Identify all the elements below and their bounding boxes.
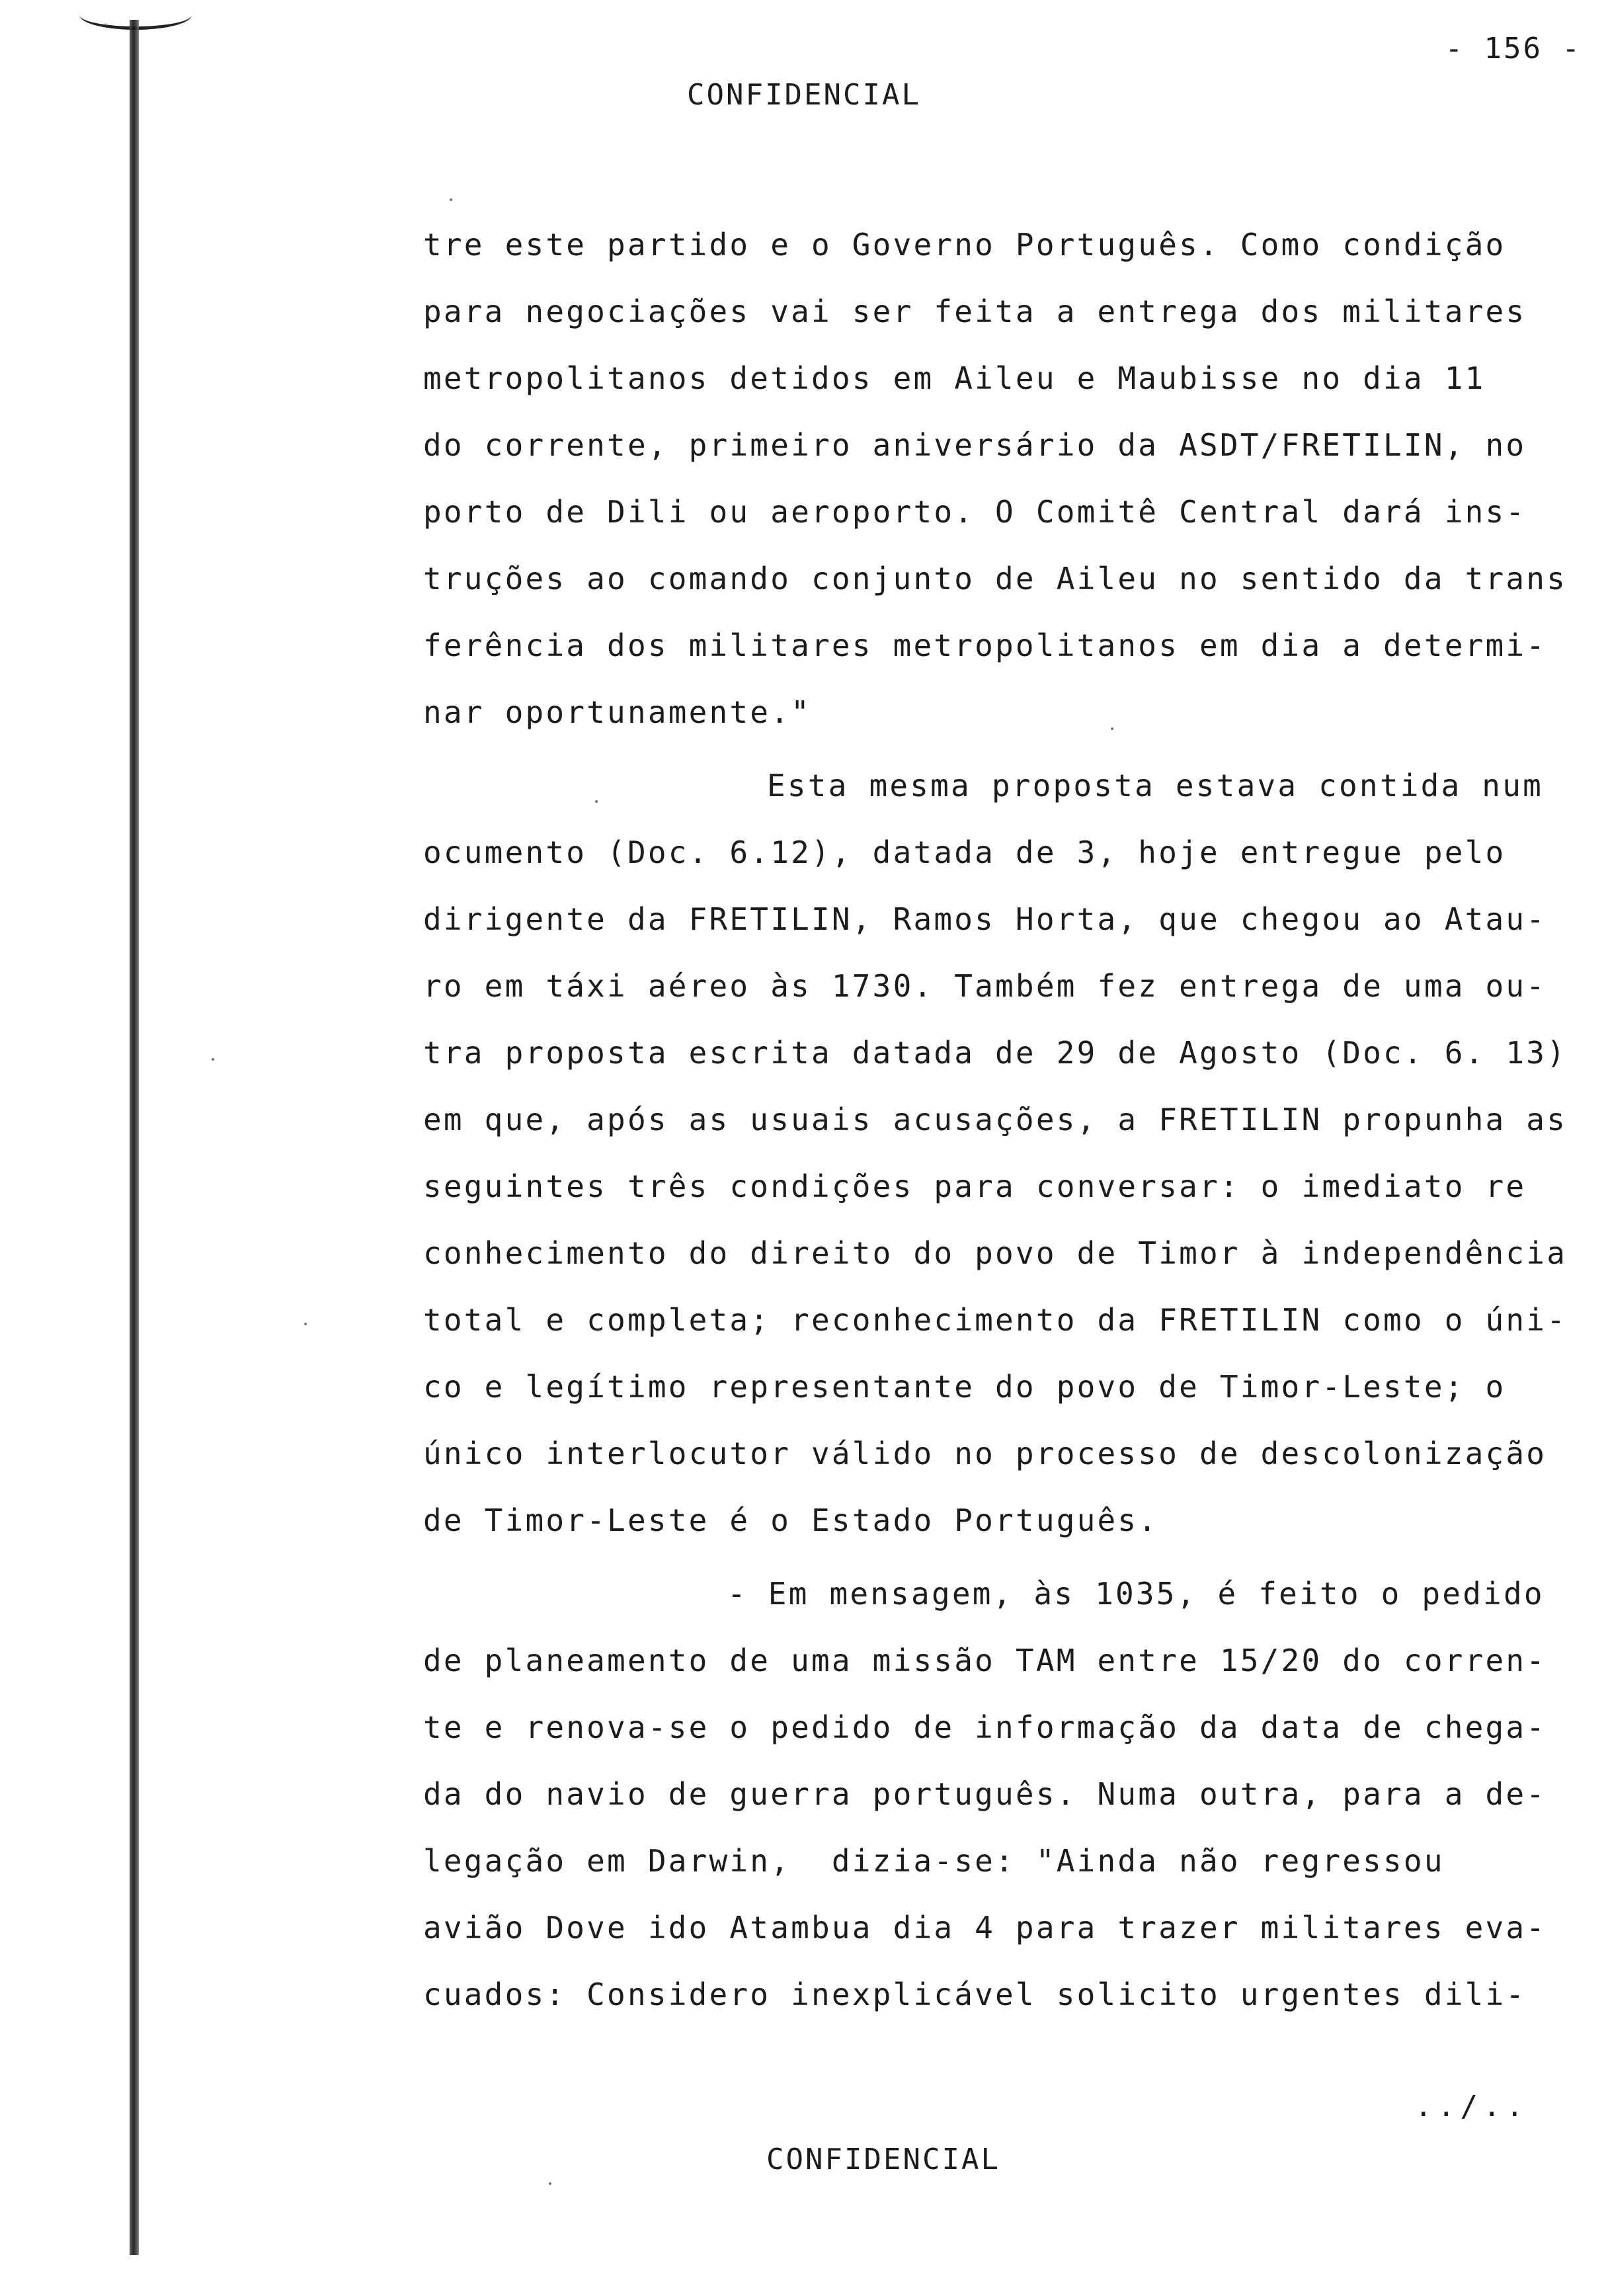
text-line: da do navio de guerra português. Numa outra, para a de- [423, 1776, 1547, 1812]
scan-speck [212, 1058, 214, 1061]
text-line: total e completa; reconhecimento da FRETILIN como o úni- [423, 1302, 1568, 1338]
document-body [423, 212, 1587, 2028]
text-line: te e renova-se o pedido de informação da data de chega- [423, 1709, 1547, 1745]
binding-edge [130, 20, 139, 2255]
scan-speck [549, 2182, 551, 2185]
text-line: do corrente, primeiro aniversário da ASDT/FRETILIN, no [423, 427, 1527, 463]
page-footer: CONFIDENCIAL [766, 2143, 1000, 2176]
text-line: porto de Dili ou aeroporto. O Comitê Central dará ins- [423, 494, 1527, 530]
text-line: ro em táxi aéreo às 1730. Também fez entrega de uma ou- [423, 968, 1547, 1004]
text-line: ocumento (Doc. 6.12), datada de 3, hoje entregue pelo [423, 835, 1506, 870]
page-number: - 156 - [1445, 32, 1582, 65]
text-line: conhecimento do direito do povo de Timor à independência [423, 1235, 1568, 1271]
text-line: tre este partido e o Governo Português. Como condição [423, 227, 1506, 263]
text-line: co e legítimo representante do povo de Timor-Leste; o [423, 1369, 1506, 1405]
text-line: único interlocutor válido no processo de descolonização [423, 1436, 1547, 1471]
scan-speck [1111, 727, 1113, 730]
page-header: CONFIDENCIAL [687, 78, 921, 112]
text-line: legação em Darwin, dizia-se: "Ainda não regressou [423, 1843, 1445, 1879]
text-line: seguintes três condições para conversar: o imediato re [423, 1168, 1527, 1204]
scan-speck [450, 198, 452, 201]
scan-speck [304, 1323, 307, 1325]
text-line: em que, após as usuais acusações, a FRETILIN propunha as [423, 1102, 1568, 1137]
text-line: tra proposta escrita datada de 29 de Agosto (Doc. 6. 13) [423, 1035, 1568, 1071]
text-line: para negociações vai ser feita a entrega dos militares [423, 294, 1527, 329]
text-line: nar oportunamente." [423, 694, 811, 730]
text-line: cuados: Considero inexplicável solicito urgentes dili- [423, 1977, 1527, 2012]
text-line: metropolitanos detidos em Aileu e Maubisse no dia 11 [423, 360, 1486, 396]
text-line: de planeamento de uma missão TAM entre 15/20 do corren- [423, 1643, 1547, 1678]
continuation-mark: ../.. [1414, 2090, 1529, 2123]
text-line: de Timor-Leste é o Estado Português. [423, 1502, 1159, 1538]
text-line: ferência dos militares metropolitanos em dia a determi- [423, 628, 1547, 663]
text-line: dirigente da FRETILIN, Ramos Horta, que chegou ao Atau- [423, 901, 1547, 937]
text-line: truções ao comando conjunto de Aileu no sentido da trans [423, 561, 1568, 596]
text-line: - Em mensagem, às 1035, é feito o pedido [727, 1576, 1545, 1612]
text-line: avião Dove ido Atambua dia 4 para trazer militares eva- [423, 1910, 1547, 1946]
text-line: Esta mesma proposta estava contida num [767, 768, 1543, 803]
scan-speck [595, 800, 598, 803]
